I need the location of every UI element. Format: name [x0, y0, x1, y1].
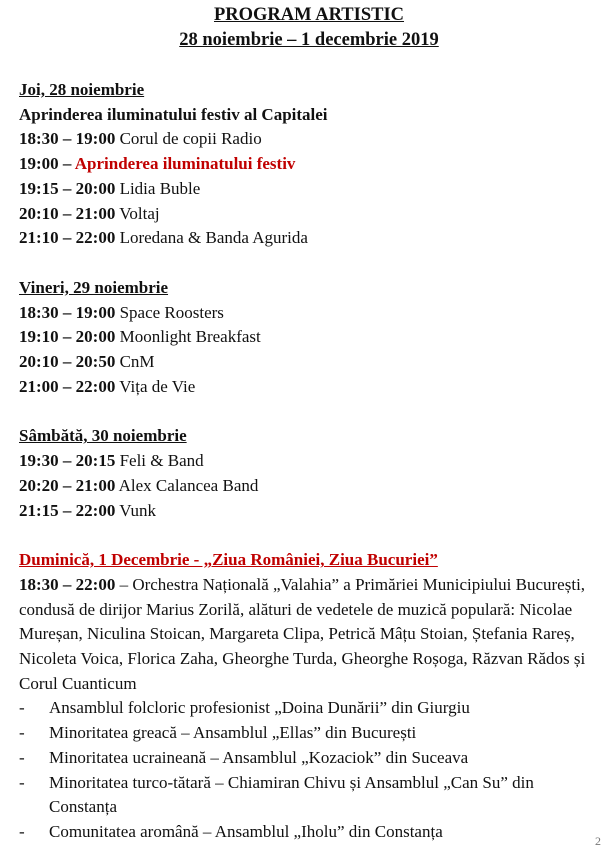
dash-bullet-icon: -: [19, 747, 25, 767]
day-section-saturday: [19, 424, 599, 523]
main-event-paragraph: [19, 573, 599, 697]
event-act: Moonlight Breakfast: [119, 327, 261, 347]
event-time: 19:00 –: [19, 154, 75, 174]
event-act: Lidia Buble: [119, 178, 201, 198]
document-subtitle: 28 noiembrie – 1 decembrie 2019: [179, 30, 439, 50]
day-heading: Sâmbătă, 30 noiembrie: [19, 426, 187, 446]
spacer: [19, 53, 599, 78]
day-section-thursday: [19, 78, 599, 251]
day-section-sunday: [19, 548, 599, 844]
dash-bullet-icon: -: [19, 772, 25, 792]
day-heading: Vineri, 29 noiembrie: [19, 277, 169, 297]
spacer: [19, 399, 599, 424]
event-time: 19:15 – 20:00: [19, 178, 116, 198]
day-subheading: Aprinderea iluminatului festiv al Capitalei: [19, 104, 328, 124]
schedule-entry: [19, 301, 599, 326]
list-item-text: Comunitatea aromână – Ansamblul „Iholu” din Constanța: [49, 821, 443, 841]
event-act-highlight: Aprinderea iluminatului festiv: [74, 154, 296, 174]
list-item-text: Minoritatea ucraineană – Ansamblul „Kozaciok” din Suceava: [49, 747, 469, 767]
page-number: 2: [595, 833, 601, 848]
event-time: 18:30 – 19:00: [19, 302, 116, 322]
event-act: Corul de copii Radio: [119, 129, 262, 149]
event-time: 20:10 – 20:50: [19, 352, 116, 372]
event-time: 21:15 – 22:00: [19, 500, 116, 520]
schedule-entry: [19, 499, 599, 524]
event-time: 19:30 – 20:15: [19, 451, 116, 471]
ensemble-list: [19, 696, 599, 844]
list-item: [19, 696, 599, 721]
event-time: 21:10 – 22:00: [19, 228, 116, 248]
event-act: Feli & Band: [119, 451, 204, 471]
spacer: [19, 251, 599, 276]
schedule-entry: [19, 127, 599, 152]
event-act: CnM: [119, 352, 155, 372]
schedule-entry: [19, 177, 599, 202]
day-section-friday: [19, 276, 599, 400]
event-time: 18:30 – 22:00: [19, 574, 116, 594]
day-heading-highlight: Duminică, 1 Decembrie - „Ziua României, Ziua Bucuriei”: [19, 550, 438, 570]
schedule-entry: [19, 350, 599, 375]
event-time: 20:20 – 21:00: [19, 475, 116, 495]
event-act: Loredana & Banda Agurida: [119, 228, 308, 248]
schedule-entry: [19, 226, 599, 251]
dash-bullet-icon: -: [19, 821, 25, 841]
list-item: [19, 771, 599, 820]
event-act: Vunk: [119, 500, 157, 520]
event-act: Vița de Vie: [119, 376, 196, 396]
document-title: PROGRAM ARTISTIC: [213, 5, 405, 25]
list-item-text: Minoritatea greacă – Ansamblul „Ellas” din București: [49, 723, 417, 743]
schedule-entry: [19, 325, 599, 350]
list-item: [19, 721, 599, 746]
schedule-entry-highlight: [19, 152, 599, 177]
list-item: [19, 746, 599, 771]
schedule-entry: [19, 202, 599, 227]
day-heading: Joi, 28 noiembrie: [19, 80, 145, 99]
event-act: Voltaj: [119, 203, 160, 223]
event-time: 21:00 – 22:00: [19, 376, 116, 396]
list-item-text: Ansamblul folcloric profesionist „Doina Dunării” din Giurgiu: [49, 698, 470, 718]
event-time: 18:30 – 19:00: [19, 129, 116, 149]
spacer: [19, 523, 599, 548]
dash-bullet-icon: -: [19, 698, 25, 718]
schedule-entry: [19, 375, 599, 400]
list-item: [19, 820, 599, 845]
event-time: 20:10 – 21:00: [19, 203, 116, 223]
dash-bullet-icon: -: [19, 723, 25, 743]
schedule-entry: [19, 449, 599, 474]
event-time: 19:10 – 20:00: [19, 327, 116, 347]
schedule-entry: [19, 474, 599, 499]
document-page: [19, 0, 601, 848]
list-item-text: Minoritatea turco-tătară – Chiamiran Chivu și Ansamblul „Can Su” din Constanța: [49, 772, 534, 817]
event-act: Alex Calancea Band: [118, 475, 259, 495]
event-act: Space Roosters: [119, 302, 224, 322]
event-description: – Orchestra Națională „Valahia” a Primăriei Municipiului București, condusă de dirijor Marius Zorilă, alături de vedetele de muzică populară: Nicolae Mureșan, Niculina Stoican, Margareta Clipa, Petrică Mâțu Stoian, Ștefania Rareș, Nicoleta Voica, Florica Zaha, Gheorghe Turda, Gheorghe Roșoga, Răzvan Rădos și Corul Cuanticum: [19, 574, 586, 693]
